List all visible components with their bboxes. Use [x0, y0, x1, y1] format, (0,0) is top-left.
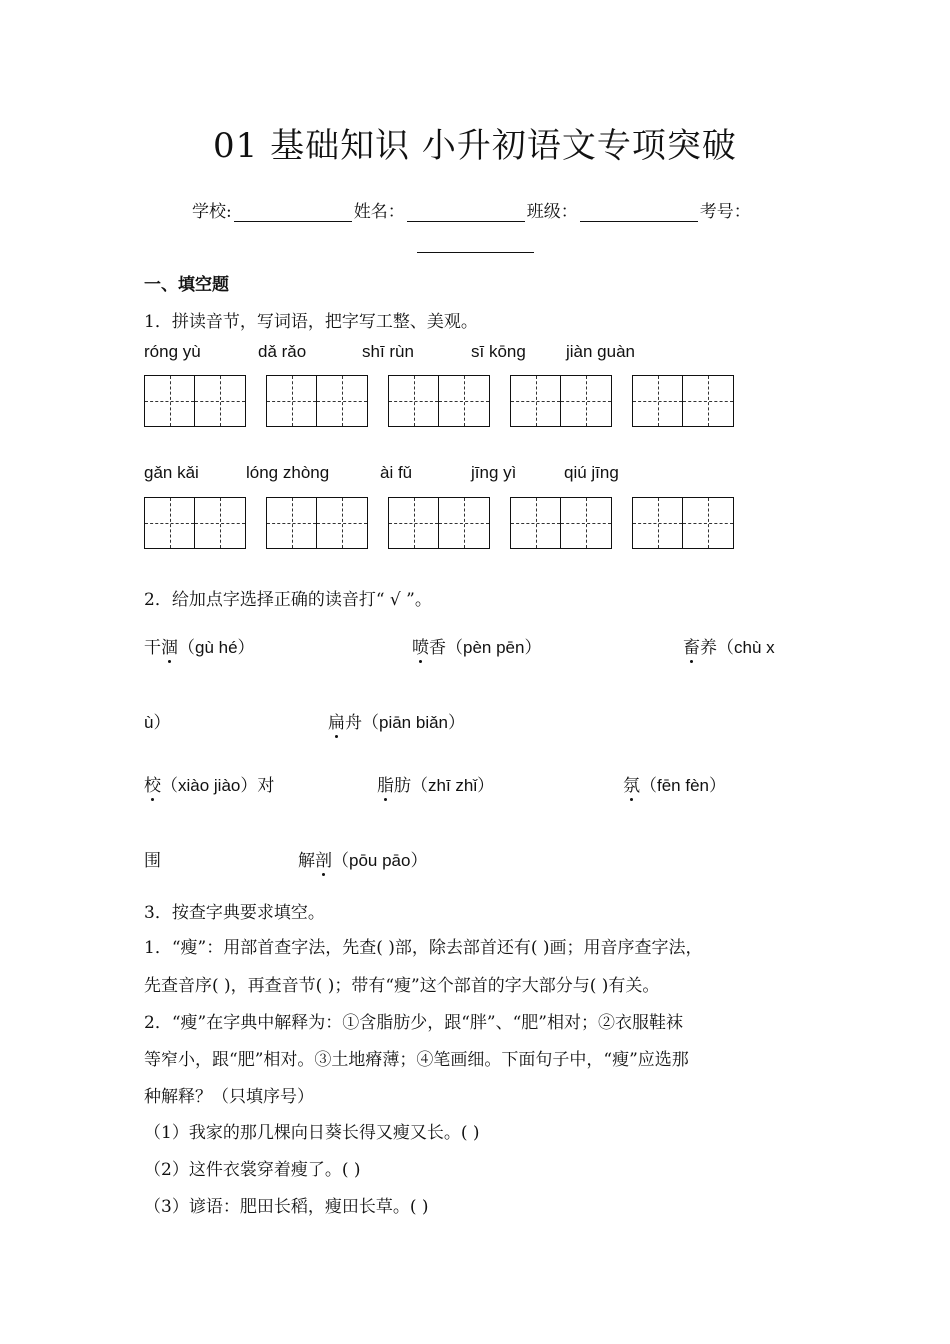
- dotted-char: 涸: [161, 633, 178, 658]
- char: 解: [298, 851, 315, 871]
- school-label: 学校:: [192, 202, 232, 222]
- question-3-line: 2．“瘦”在字典中解释为：①含脂肪少，跟“胖”、“肥”相对；②衣服鞋袜: [144, 1013, 683, 1033]
- pinyin-label: qiú jīng: [564, 463, 619, 482]
- grid-cell[interactable]: [267, 498, 317, 548]
- question-3-subitem: （1）我家的那几棵向日葵长得又瘦又长。( ): [144, 1123, 480, 1143]
- writing-grid[interactable]: [266, 497, 368, 549]
- pinyin-label: jīng yì: [471, 463, 517, 482]
- writing-grid[interactable]: [388, 497, 490, 549]
- grid-cell[interactable]: [317, 498, 367, 548]
- question-3-line: 种解释？（只填序号）: [144, 1087, 314, 1107]
- char-continuation: 围: [144, 851, 161, 871]
- pronunciation-item[interactable]: [623, 771, 726, 796]
- pinyin-options[interactable]: （zhī zhǐ）: [411, 776, 495, 795]
- char: 干: [144, 638, 161, 658]
- dotted-char: 校: [144, 771, 161, 796]
- pinyin-label: ài fǔ: [380, 463, 413, 482]
- grid-cell[interactable]: [267, 376, 317, 426]
- grid-cell[interactable]: [317, 376, 367, 426]
- grid-cell[interactable]: [561, 498, 611, 548]
- pinyin-options[interactable]: （xiào jiào）: [161, 776, 258, 795]
- name-blank[interactable]: [407, 203, 525, 222]
- dotted-char: 脂: [377, 771, 394, 796]
- grid-cell[interactable]: [145, 498, 195, 548]
- writing-grid[interactable]: [510, 375, 612, 427]
- grid-cell[interactable]: [439, 498, 489, 548]
- class-blank[interactable]: [580, 203, 698, 222]
- pronunciation-item[interactable]: [683, 633, 775, 658]
- pronunciation-item[interactable]: [377, 771, 494, 796]
- pronunciation-item[interactable]: [328, 708, 465, 733]
- grid-cell[interactable]: [561, 376, 611, 426]
- pinyin-options[interactable]: （fēn fèn）: [640, 776, 726, 795]
- pinyin-label: lóng zhòng: [246, 463, 330, 482]
- grid-cell[interactable]: [511, 376, 561, 426]
- pinyin-label: sī kōng: [471, 342, 526, 361]
- class-label: 班级：: [526, 202, 578, 222]
- pinyin-continuation[interactable]: ù）: [144, 713, 171, 732]
- question-3-subitem: （3）谚语：肥田长稻，瘦田长草。( ): [144, 1197, 429, 1217]
- pronunciation-item[interactable]: [298, 846, 427, 871]
- section-heading: 一、填空题: [144, 275, 229, 295]
- pinyin-options[interactable]: （piān biǎn）: [362, 713, 466, 732]
- question-3-line: 等窄小，跟“肥”相对。③土地瘠薄；④笔画细。下面句子中，“瘦”应选那: [144, 1050, 689, 1070]
- writing-grid[interactable]: [632, 375, 734, 427]
- question-3-line: 1．“瘦”：用部首查字法，先查( )部，除去部首还有( )画；用音序查字法，: [144, 938, 703, 958]
- dotted-char: 剖: [315, 846, 332, 871]
- pinyin-options[interactable]: （pōu pāo）: [332, 851, 428, 870]
- pronunciation-item[interactable]: [144, 771, 274, 796]
- dotted-char: 扁: [328, 708, 345, 733]
- grid-cell[interactable]: [389, 376, 439, 426]
- writing-grid[interactable]: [388, 375, 490, 427]
- writing-grid[interactable]: [632, 497, 734, 549]
- page-title: 01 基础知识 小升初语文专项突破: [213, 126, 737, 166]
- name-label: 姓名：: [353, 202, 405, 222]
- school-blank[interactable]: [234, 203, 352, 222]
- pinyin-label: róng yù: [144, 342, 201, 361]
- number-label: 考号：: [699, 202, 751, 222]
- writing-grid[interactable]: [510, 497, 612, 549]
- question-2-prompt: 2．给加点字选择正确的读音打“ √ ”。: [144, 590, 432, 610]
- question-3-subitem: （2）这件衣裳穿着瘦了。( ): [144, 1160, 361, 1180]
- number-blank[interactable]: [417, 252, 534, 253]
- dotted-char: 氛: [623, 771, 640, 796]
- grid-cell[interactable]: [683, 376, 733, 426]
- pinyin-options[interactable]: （gù hé）: [178, 638, 255, 657]
- char: 养: [700, 638, 717, 658]
- grid-cell[interactable]: [633, 498, 683, 548]
- pinyin-label: gǎn kǎi: [144, 463, 199, 482]
- grid-cell[interactable]: [195, 376, 245, 426]
- question-1-prompt: 1．拼读音节，写词语，把字写工整、美观。: [144, 312, 478, 332]
- pinyin-label: dǎ rǎo: [258, 342, 307, 361]
- pronunciation-item[interactable]: [412, 633, 541, 658]
- student-info-line: [192, 197, 751, 222]
- grid-cell[interactable]: [633, 376, 683, 426]
- pinyin-label: jiàn guàn: [566, 342, 636, 361]
- writing-grid[interactable]: [144, 497, 246, 549]
- dotted-char: 畜: [683, 633, 700, 658]
- char: 对: [257, 776, 275, 796]
- grid-cell[interactable]: [511, 498, 561, 548]
- grid-cell[interactable]: [195, 498, 245, 548]
- pinyin-options[interactable]: （chù x: [717, 638, 775, 657]
- pinyin-options[interactable]: （pèn pēn）: [446, 638, 542, 657]
- char: 肪: [394, 776, 411, 796]
- dotted-char: 喷: [412, 633, 429, 658]
- writing-grid[interactable]: [266, 375, 368, 427]
- pinyin-label: shī rùn: [362, 342, 414, 361]
- grid-cell[interactable]: [389, 498, 439, 548]
- grid-cell[interactable]: [683, 498, 733, 548]
- grid-cell[interactable]: [439, 376, 489, 426]
- question-3-prompt: 3．按查字典要求填空。: [144, 903, 325, 923]
- writing-grid[interactable]: [144, 375, 246, 427]
- char: 舟: [345, 713, 362, 733]
- char: 香: [429, 638, 446, 658]
- pronunciation-item[interactable]: [144, 633, 255, 658]
- grid-cell[interactable]: [145, 376, 195, 426]
- question-3-line: 先查音序( )，再查音节( )；带有“瘦”这个部首的字大部分与( )有关。: [144, 976, 660, 996]
